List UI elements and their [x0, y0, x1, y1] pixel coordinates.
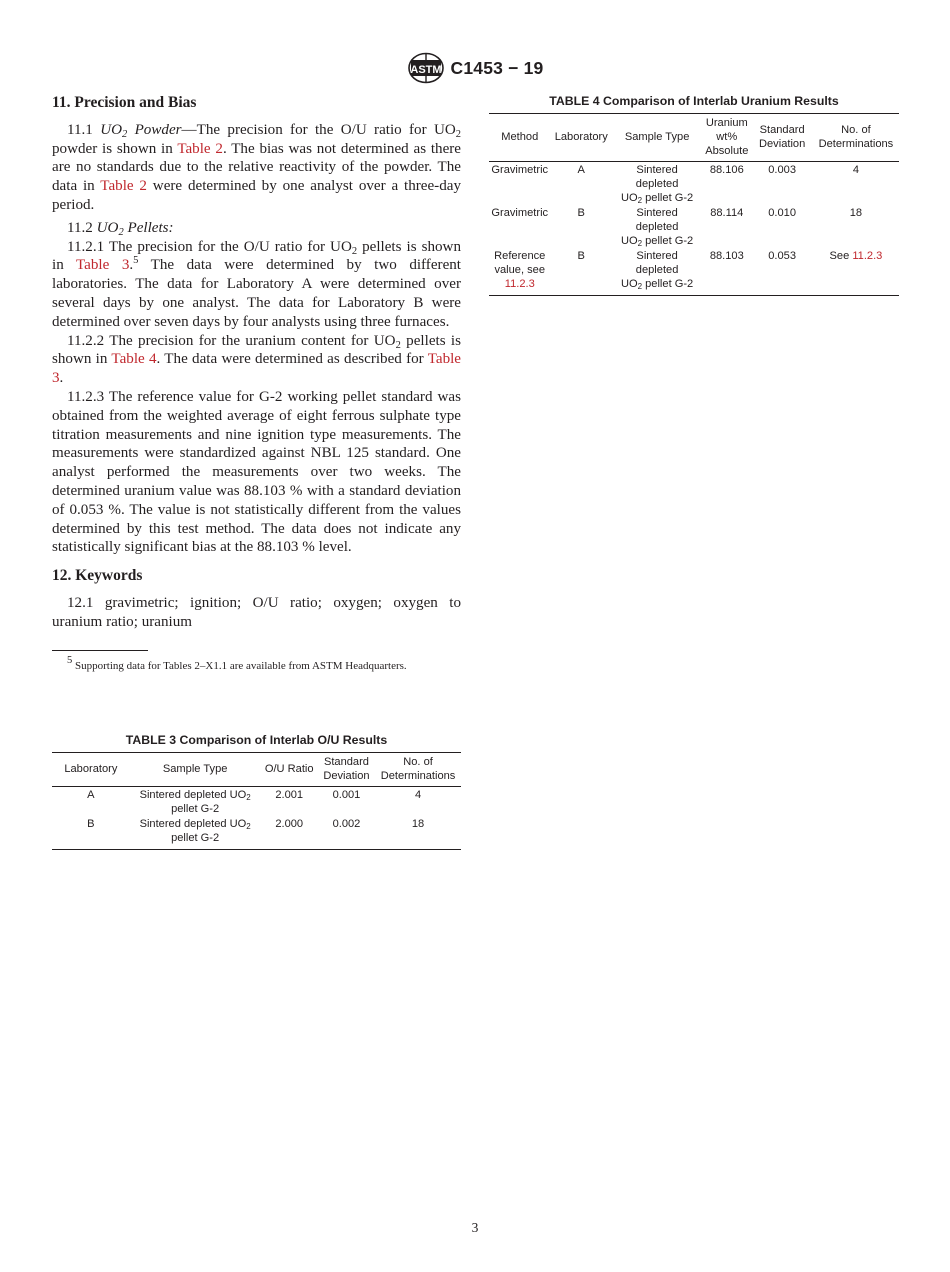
- cell-laboratory: B: [577, 207, 585, 219]
- left-column: [52, 92, 461, 673]
- cell-ou-ratio: 2.001: [275, 789, 304, 801]
- section-11-heading: 11. Precision and Bias: [52, 94, 197, 111]
- cell-determinations: 4: [414, 789, 422, 801]
- table-3-grid: [52, 752, 461, 850]
- table-4-grid: [489, 113, 899, 296]
- table-row: [489, 205, 899, 248]
- table-row: [52, 787, 461, 817]
- cell-method: Gravimetric: [491, 164, 549, 176]
- cell-uranium: 88.106: [709, 164, 744, 176]
- table-header-row: [52, 753, 461, 787]
- column-header: Sample Type: [612, 114, 702, 162]
- column-header: Standard Deviation: [318, 753, 375, 787]
- footnote-divider: [52, 650, 148, 651]
- cell-sample-type: Sintered depleted $UO_2$ pellet G-2: [612, 248, 702, 296]
- cell-uranium: 88.103: [702, 248, 751, 296]
- cell-sample-type: Sintered depleted $UO_2$ pellet G-2: [620, 164, 694, 205]
- cell-laboratory: B: [52, 816, 130, 850]
- cell-method: Gravimetric: [491, 207, 549, 219]
- cell-method: Reference value, see 11.2.3: [489, 248, 551, 296]
- cell-std-dev: 0.003: [768, 164, 796, 176]
- cell-determinations: 18: [375, 816, 461, 850]
- paragraph-12-1: 12.1 gravimetric; ignition; O/U ratio; oxygen; oxygen to uranium ratio; uranium: [52, 594, 461, 630]
- column-header: O/U Ratio: [261, 753, 318, 787]
- table-2-link[interactable]: Table 2: [177, 140, 223, 157]
- section-11-2-3-link[interactable]: 11.2.3: [852, 250, 883, 262]
- cell-uranium: 88.114: [710, 207, 744, 219]
- cell-determinations: 4: [852, 164, 860, 176]
- column-header: Standard Deviation: [751, 114, 813, 162]
- page-number: 3: [471, 1220, 479, 1235]
- document-designation: C1453 − 19: [450, 57, 544, 78]
- section-12-heading: 12. Keywords: [52, 567, 143, 585]
- astm-logo-icon: [407, 52, 445, 84]
- column-header: Laboratory: [52, 753, 130, 787]
- table-row: [52, 816, 461, 850]
- table-3-link[interactable]: Table 3: [52, 351, 462, 387]
- cell-laboratory: A: [577, 164, 585, 176]
- footnote-5-marker[interactable]: 5: [133, 255, 139, 267]
- column-header: Laboratory: [551, 114, 613, 162]
- table-3-link[interactable]: Table 3: [76, 257, 130, 274]
- paragraph-11-2-1: 11.2.1 The precision for the O/U ratio for $UO_2$ pellets is shown in Table 3.$^5$ The data were determined by two different laboratories. The data for Laboratory A were determined over several days by one analyst. The data for Laboratory B were determined over seven days by four analysts using three furnaces.: [52, 238, 462, 330]
- cell-determinations: 18: [849, 207, 863, 219]
- table-row: [489, 162, 899, 206]
- cell-std-dev: 0.053: [751, 248, 813, 296]
- cell-std-dev: 0.002: [318, 816, 375, 850]
- paragraph-11-2-3: 11.2.3 The reference value for G-2 working pellet standard was obtained from the weighted average of eight ferrous sulphate type titration measurements and nine ignition type measurements. The measurements were standardized against NBL 125 standard. One analyst performed the measurements over two weeks. The determined uranium value was 88.103 % with a standard deviation of 0.053 %. The value is not statistically different from the values determined by this test method. The data does not indicate any statistically significant bias at the 88.103 % level.: [52, 388, 461, 556]
- column-header: Sample Type: [130, 753, 261, 787]
- cell-laboratory: B: [551, 248, 613, 296]
- table-4-link[interactable]: Table 4: [111, 351, 157, 368]
- column-header: No. of Determinations: [813, 114, 899, 162]
- paragraph-11-2-2: 11.2.2 The precision for the uranium content for $UO_2$ pellets is shown in Table 4. The data were determined as described for Table 3.: [52, 332, 462, 387]
- cell-sample-type: Sintered depleted $UO_2$ pellet G-2: [130, 816, 261, 850]
- column-header: No. of Determinations: [375, 753, 461, 787]
- cell-laboratory: A: [87, 789, 95, 801]
- paragraph-11-2: 11.2 $UO_2$ Pellets:: [67, 219, 174, 238]
- footnote-5: $^5$ Supporting data for Tables 2–X1.1 are available from ASTM Headquarters.: [67, 654, 407, 672]
- table-3-title: TABLE 3 Comparison of Interlab O/U Results: [125, 733, 388, 747]
- paragraph-11-1: 11.1 $UO_2$ Powder—The precision for the O/U ratio for $UO_2$ powder is shown in Table 2. The bias was not determined as there are no standards due to the relative reactivity of the powder. The data in Table 2 were determined by one analyst over a three-day period.: [52, 121, 462, 213]
- page-header: [0, 52, 950, 84]
- section-11-2-3-link[interactable]: 11.2.3: [504, 278, 535, 290]
- table-3: [52, 733, 461, 850]
- table-4: [489, 94, 899, 296]
- column-header: Method: [489, 114, 551, 162]
- column-header: Uranium wt% Absolute: [702, 114, 751, 162]
- table-header-row: [489, 114, 899, 162]
- cell-sample-type: Sintered depleted $UO_2$ pellet G-2: [139, 789, 251, 815]
- table-4-title: TABLE 4 Comparison of Interlab Uranium Results: [549, 94, 839, 108]
- cell-std-dev: 0.001: [332, 789, 361, 801]
- table-2-link[interactable]: Table 2: [100, 178, 147, 195]
- cell-ou-ratio: 2.000: [261, 816, 318, 850]
- table-row: [489, 248, 899, 296]
- cell-sample-type: Sintered depleted $UO_2$ pellet G-2: [620, 207, 694, 248]
- svg-text:ASTM: ASTM: [409, 64, 442, 76]
- cell-determinations: See 11.2.3: [813, 248, 899, 296]
- cell-std-dev: 0.010: [768, 207, 796, 219]
